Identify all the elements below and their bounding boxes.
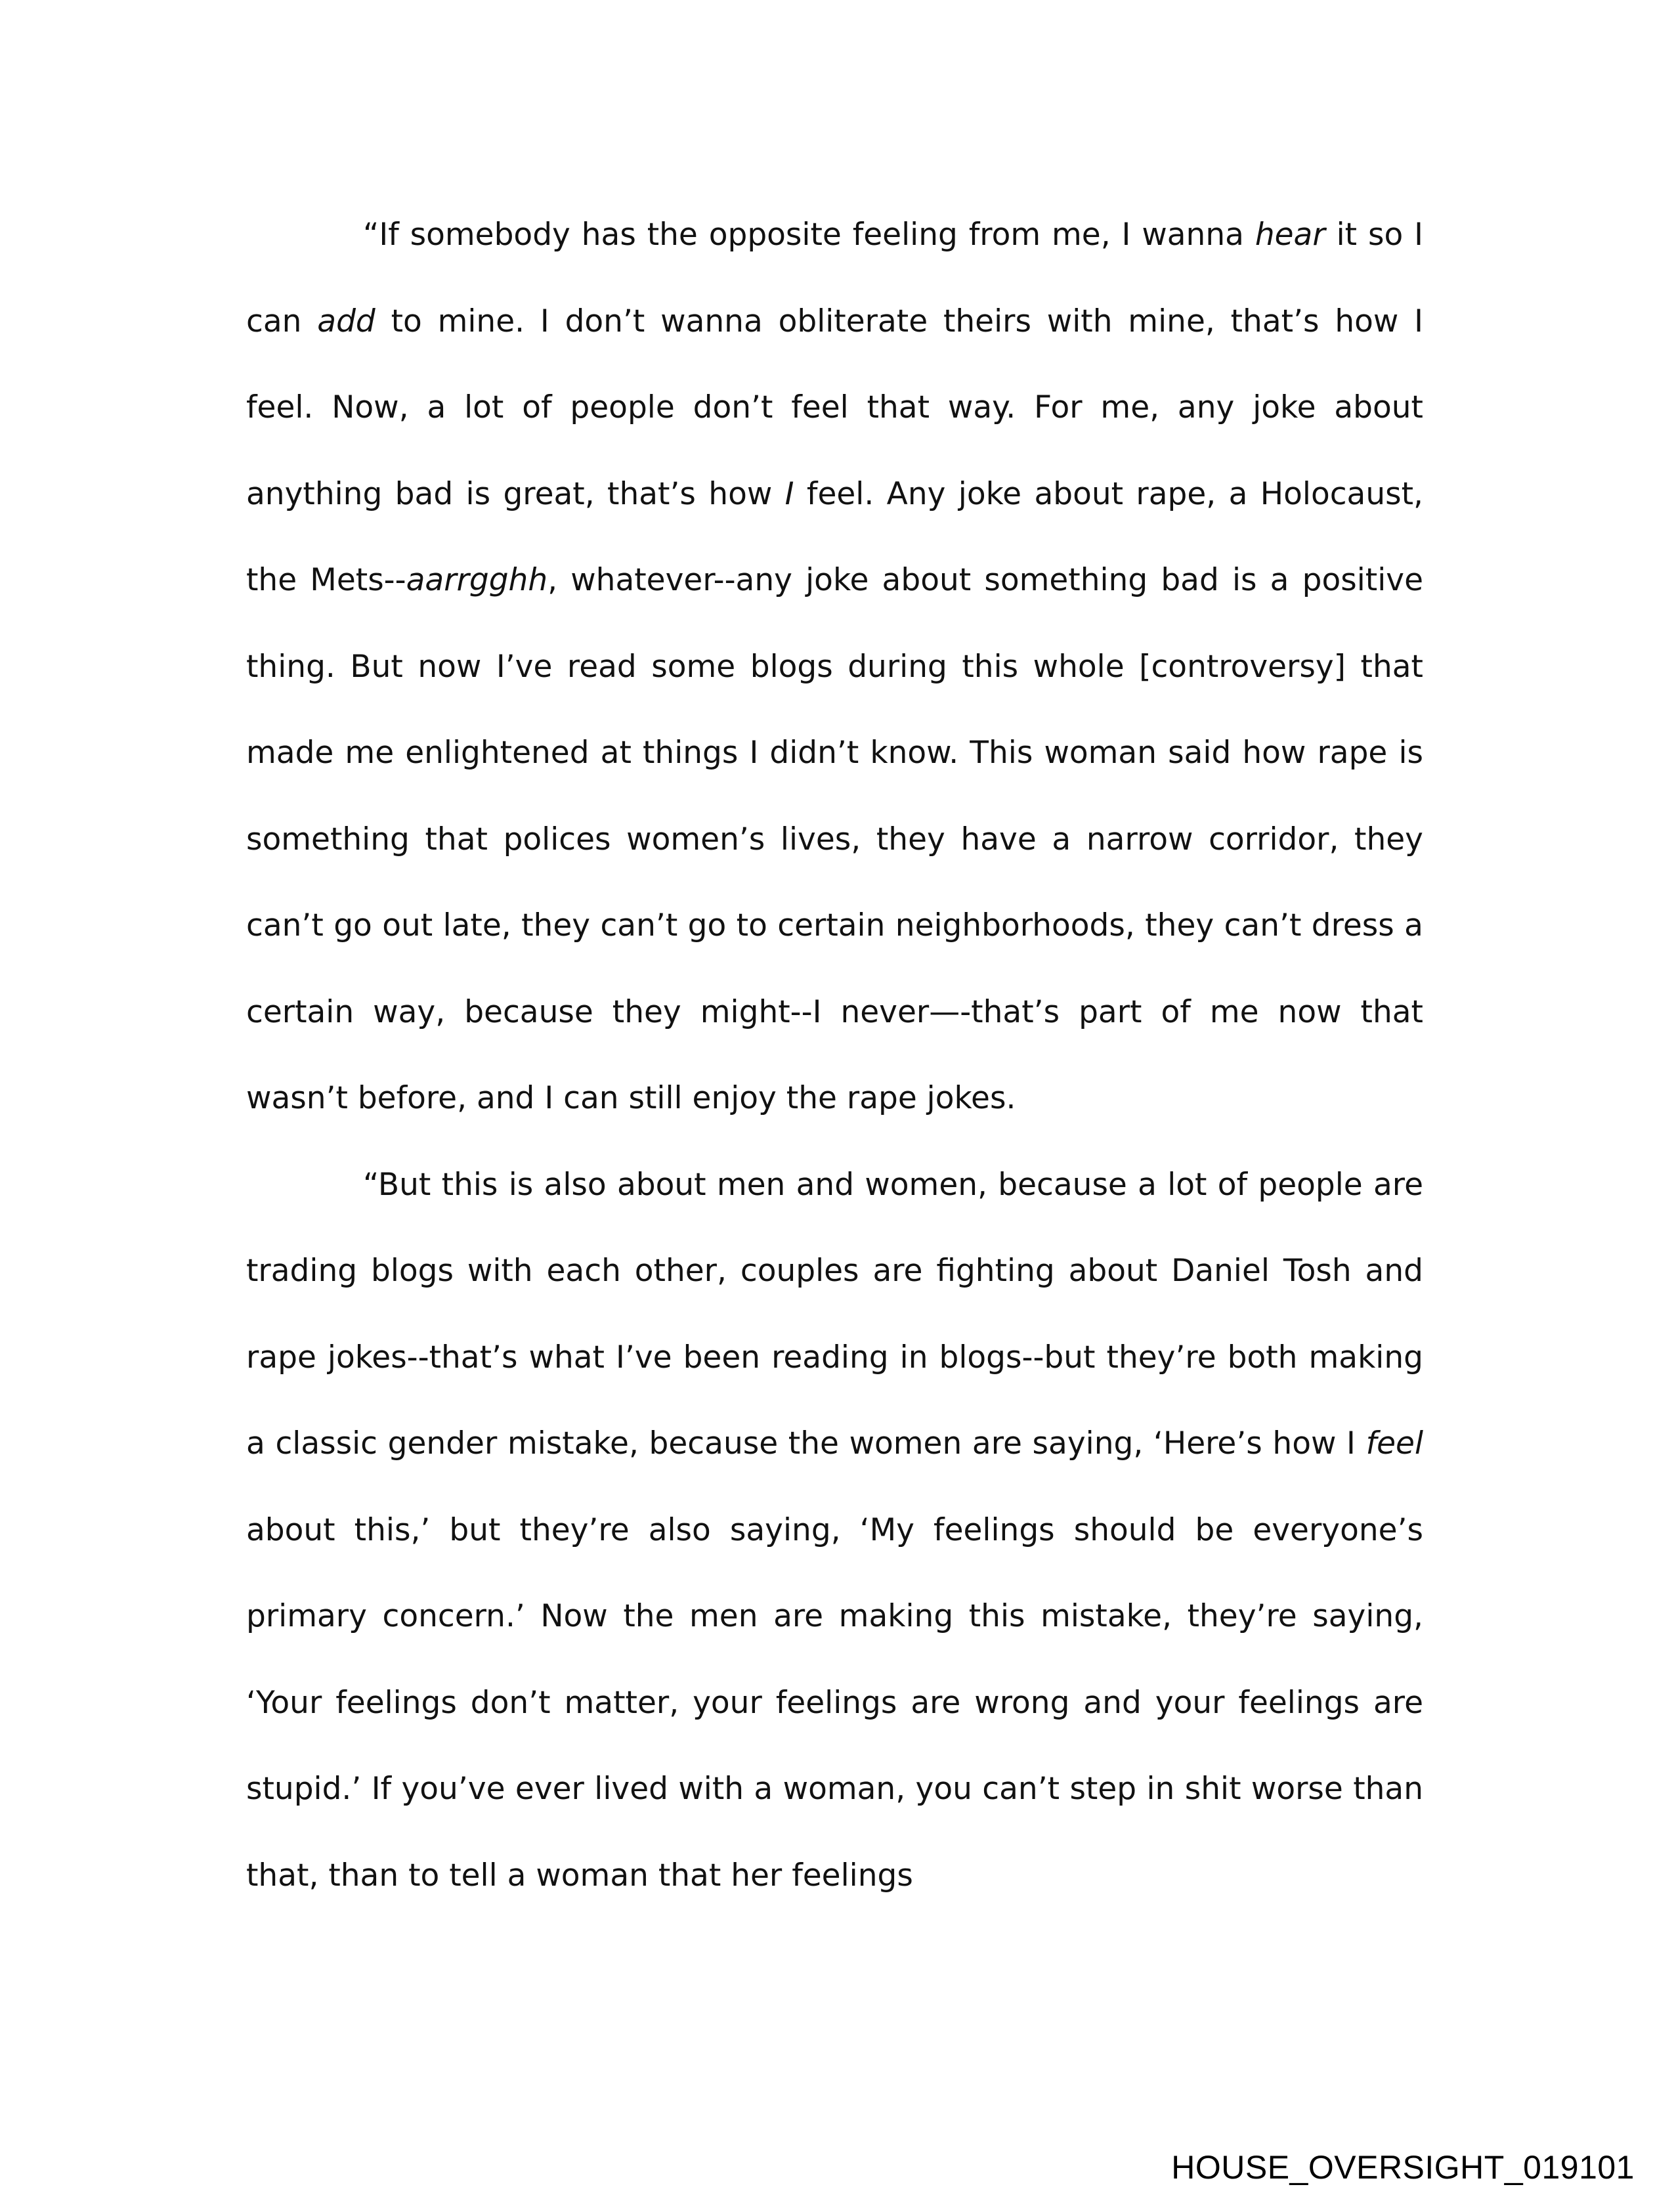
italic-run: feel bbox=[1365, 1425, 1423, 1462]
text-run: “If somebody has the opposite feeling from me, I wanna bbox=[363, 217, 1255, 253]
italic-run: aarrgghh bbox=[406, 562, 548, 598]
italic-run: I bbox=[784, 475, 794, 512]
text-run: , whatever--any joke about something bad is a positive thing. But now I’ve read some blogs during this whole [controversy] that made me enlightened at things I didn’t know. This woman said how rape is something that polices women’s lives, they have a narrow corridor, they can’t go out late, they can’t go to certain neighborhoods, they can’t dress a certain way, because they might--I never—-that’s part of me now that wasn’t before, and I can still enjoy the rape jokes. bbox=[246, 562, 1424, 1116]
bates-number: HOUSE_OVERSIGHT_019101 bbox=[1171, 2149, 1635, 2186]
body-text bbox=[246, 192, 1423, 1919]
text-run: it so I can bbox=[246, 217, 1423, 339]
text-run: to mine. I don’t wanna obliterate theirs with mine, that’s how I feel. Now, a lot of people don’t feel that way. For me, any joke about anything bad is great, that’s how bbox=[246, 303, 1423, 512]
italic-run: hear bbox=[1255, 217, 1325, 253]
text-run: about this,’ but they’re also saying, ‘My feelings should be everyone’s primary concern.’ Now the men are making this mistake, they’re saying, ‘Your feelings don’t matter, your feelings are wrong and your feelings are stupid.’ If you’ve ever lived with a woman, you can’t step in shit worse than that, than to tell a woman that her feelings bbox=[246, 1511, 1423, 1894]
paragraph-2 bbox=[246, 1142, 1423, 1919]
text-run: feel. Any joke about rape, a Holocaust, the Mets-- bbox=[246, 475, 1423, 598]
paragraph-1 bbox=[246, 192, 1423, 1142]
italic-run: add bbox=[317, 303, 376, 339]
text-run: “But this is also about men and women, because a lot of people are trading blogs with each other, couples are fighting about Daniel Tosh and rape jokes--that’s what I’ve been reading in blogs--but they’re both making a classic gender mistake, because the women are saying, ‘Here’s how I bbox=[246, 1166, 1423, 1462]
